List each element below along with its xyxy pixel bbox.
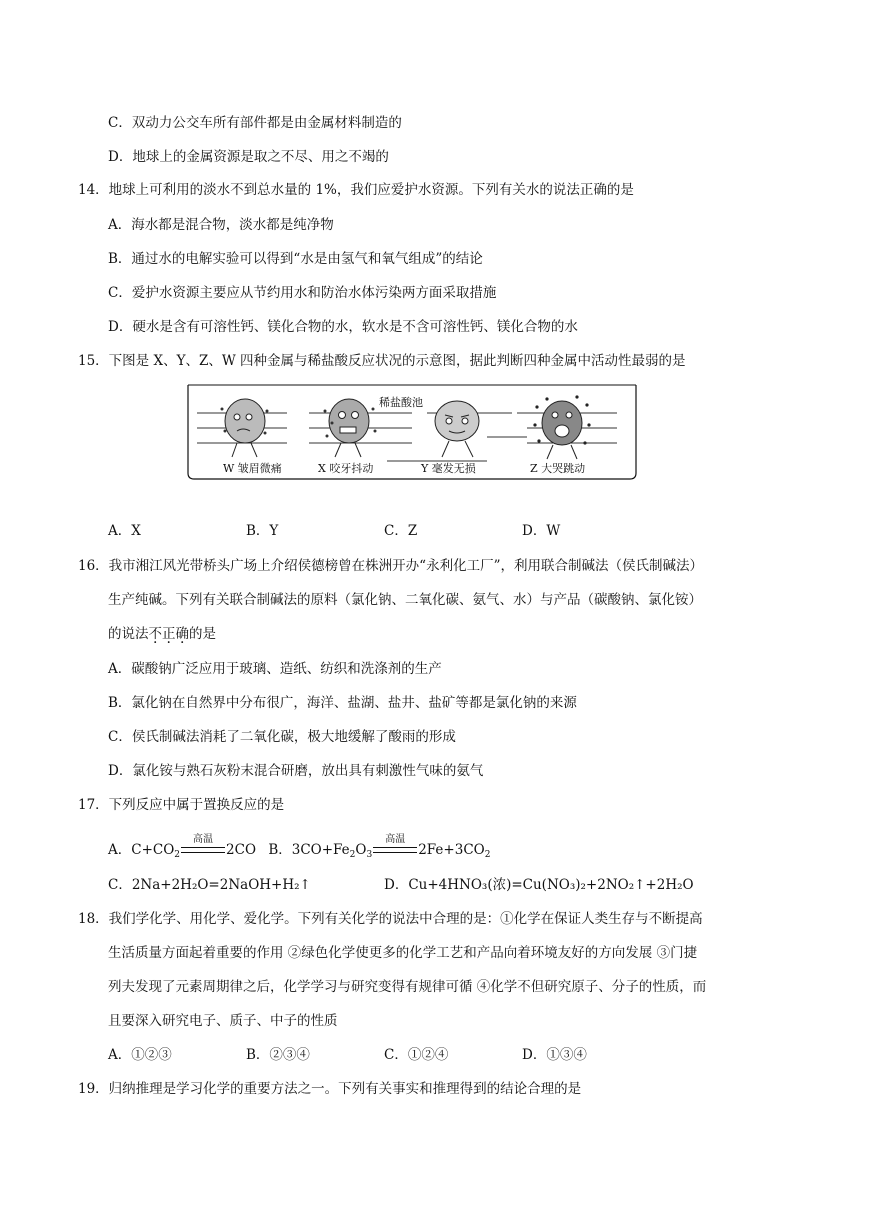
q16-option-d: D．氯化铵与熟石灰粉末混合研磨，放出具有刺激性气味的氨气 [108,763,484,779]
q14-option-b: B．通过水的电解实验可以得到“水是由氢气和氧气组成”的结论 [108,251,483,267]
q17-option-a-b: A．$C+CO_2$ 高温 2CO B．$3CO+Fe_2O_3$ 高温 $2Fe+3CO_2$ [108,834,491,860]
q16-stem-post: 的是 [189,626,216,642]
reaction-condition: 高温 [181,841,225,859]
q16-stem-line2: 生产纯碱。下列有关联合制碱法的原料（氯化钠、二氧化碳、氨气、水）与产品（碳酸钠、氯化铵） [108,592,702,608]
q17-option-b-right: 2Fe+3CO [418,842,485,858]
caption-w: W 皱眉微痛 [223,462,282,475]
q16-stem-line1: 16．我市湘江风光带桥头广场上介绍侯德榜曾在株洲开办“永利化工厂”，利用联合制碱法（侯氏制碱法） [78,558,703,574]
q16-option-a: A．碳酸钠广泛应用于玻璃、造纸、纺织和洗涤剂的生产 [108,661,442,677]
emph-char: 不 [148,626,162,642]
metal-reaction-figure [187,381,637,481]
q18-option-d: D．①③④ [522,1047,587,1063]
q15-option-a: A．X [108,523,141,539]
q17-option-c: C．2Na+2H₂O=2NaOH+H₂↑ [108,877,311,893]
emph-char: 正 [162,626,176,642]
metal-z-figure [533,395,590,459]
q17-stem: 17．下列反应中属于置换反应的是 [78,797,285,813]
q19-stem: 19．归纳推理是学习化学的重要方法之一。下列有关事实和推理得到的结论合理的是 [78,1081,582,1097]
caption-z: Z 大哭跳动 [530,462,586,475]
q18-stem-line1: 18．我们学化学、用化学、爱化学。下列有关化学的说法中合理的是：①化学在保证人类生存与不断提高 [78,911,703,927]
q16-option-b: B．氯化钠在自然界中分布很广，海洋、盐湖、盐井、盐矿等都是氯化钠的来源 [108,695,577,711]
q18-option-b: B．②③④ [246,1047,310,1063]
q17-option-d: D．Cu+4HNO₃(浓)=Cu(NO₃)₂+2NO₂↑+2H₂O [384,877,694,893]
q18-stem-line3: 列夫发现了元素周期律之后，化学学习与研究变得有规律可循 ④化学不但研究原子、分子的性质，而 [108,979,707,995]
q17-option-a-right: 2CO [226,842,257,858]
q16-option-c: C．侯氏制碱法消耗了二氧化碳，极大地缓解了酸雨的形成 [108,729,456,745]
q15-option-b: B．Y [246,523,279,539]
q17-option-b-left: B．3CO+Fe [268,842,350,858]
q13-option-c: C．双动力公交车所有部件都是由金属材料制造的 [108,115,402,131]
q18-option-c: C．①②④ [384,1047,449,1063]
q15-option-d: D．W [522,523,561,539]
pool-label: 稀盐酸池 [379,396,423,409]
q18-stem-line4: 且要深入研究电子、质子、中子的性质 [108,1013,338,1029]
q18-option-a: A．①②③ [108,1047,172,1063]
q14-option-c: C．爱护水资源主要应从节约用水和防治水体污染两方面采取措施 [108,285,497,301]
q13-option-d: D．地球上的金属资源是取之不尽、用之不竭的 [108,149,389,165]
q14-option-d: D．硬水是含有可溶性钙、镁化合物的水，软水是不含可溶性钙、镁化合物的水 [108,319,578,335]
q14-option-a: A．海水都是混合物，淡水都是纯净物 [108,217,334,233]
metal-y-figure [435,401,479,457]
q17-option-a-left: A．C+CO [108,842,175,858]
q15-stem: 15．下图是 X、Y、Z、W 四种金属与稀盐酸反应状况的示意图，据此判断四种金属中活动性最弱的是 [78,353,686,369]
caption-x: X 咬牙抖动 [318,462,374,475]
q18-stem-line2: 生活质量方面起着重要的作用 ②绿色化学使更多的化学工艺和产品向着环境友好的方向发展 ③门捷 [108,945,698,961]
q16-stem-line3 [108,625,216,643]
reaction-condition: 高温 [373,841,417,859]
q14-stem: 14．地球上可利用的淡水不到总水量的 1%，我们应爱护水资源。下列有关水的说法正确的是 [78,182,634,198]
q16-stem-pre: 的说法 [108,626,149,642]
caption-y: Y 毫发无损 [421,462,476,475]
emph-char: 确 [175,626,189,642]
metal-w-figure [221,399,269,457]
q15-option-c: C．Z [384,523,418,539]
